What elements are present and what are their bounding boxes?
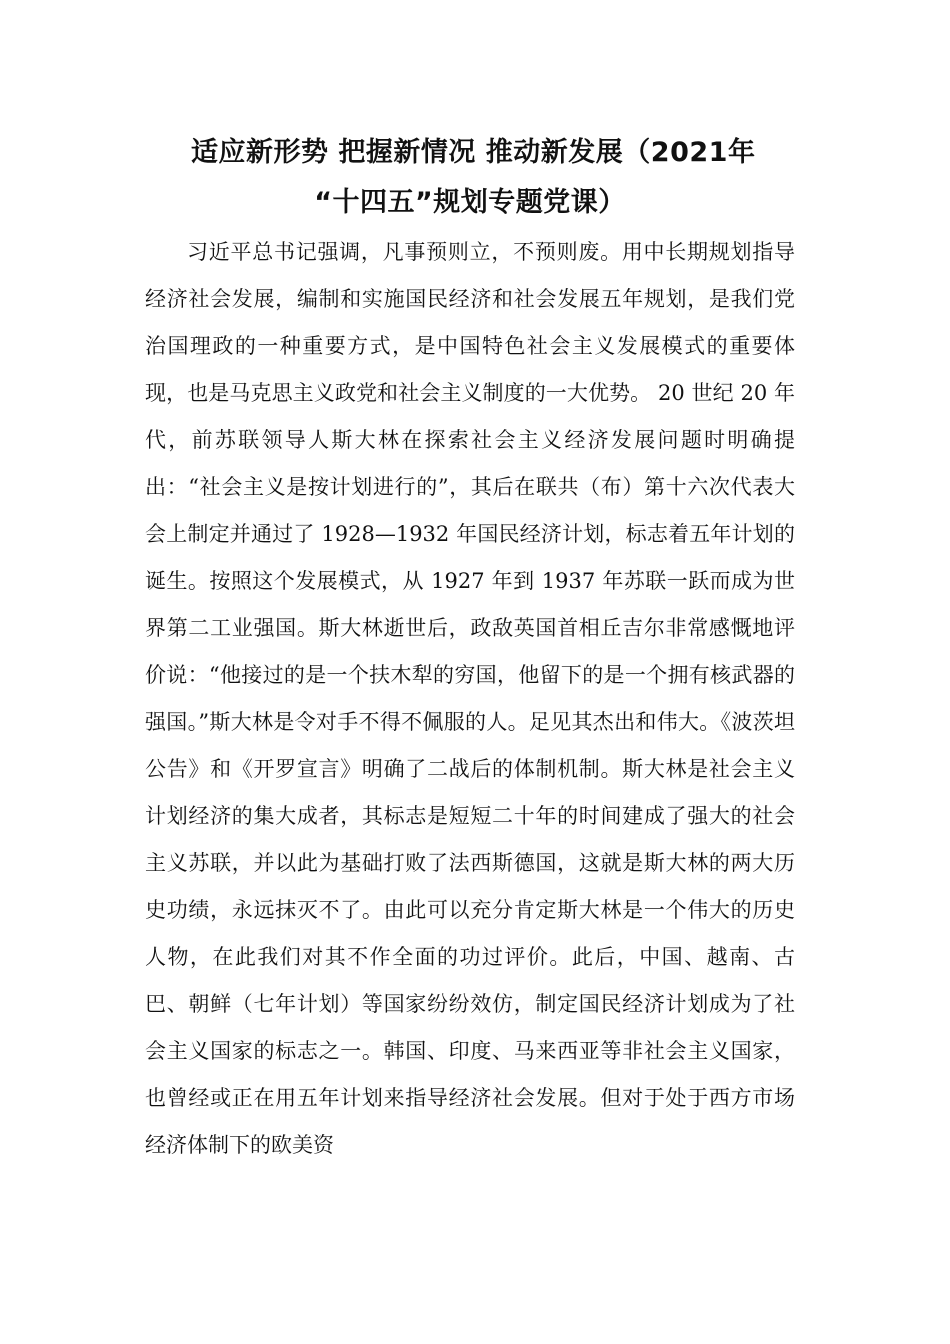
body-paragraph: 习近平总书记强调，凡事预则立，不预则废。用中长期规划指导经济社会发展，编制和实施国民经济和社会发展五年规划，是我们党治国理政的一种重要方式，是中国特色社会主义发展模式的重要体现，也是马克思主义政党和社会主义制度的一大优势。 20 世纪 20 年代，前苏联领导人斯大林在探索社会主义经济发展问题时明确提出：“社会主义是按计划进行的”，其后在联共（布）第十六次代表大会上制定并通过了 1928—1932 年国民经济计划，标志着五年计划的诞生。按照这个发展模式，从 1927 年到 1937 年苏联一跃而成为世界第二工业强国。斯大林逝世后，政敌英国首相丘吉尔非常感慨地评价说：“他接过的是一个扶木犁的穷国，他留下的是一个拥有核武器的强国。”斯大林是令对手不得不佩服的人。足见其杰出和伟大。《波茨坦公告》和《开罗宣言》明确了二战后的体制机制。斯大林是社会主义计划经济的集大成者，其标志是短短二十年的时间建成了强大的社会主义苏联，并以此为基础打败了法西斯德国，这就是斯大林的两大历史功绩，永远抹灭不了。由此可以充分肯定斯大林是一个伟大的历史人物，在此我们对其不作全面的功过评价。此后，中国、越南、古巴、朝鲜（七年计划）等国家纷纷效仿，制定国民经济计划成为了社会主义国家的标志之一。韩国、印度、马来西亚等非社会主义国家，也曾经或正在用五年计划来指导经济社会发展。但对于处于西方市场经济体制下的欧美资 [145, 240, 795, 1157]
title-line-2: “十四五”规划专题党课） [314, 187, 626, 218]
title-line-1: 适应新形势 把握新情况 推动新发展（2021年 [191, 137, 756, 168]
document-page [145, 128, 795, 1169]
document-title [145, 128, 795, 228]
